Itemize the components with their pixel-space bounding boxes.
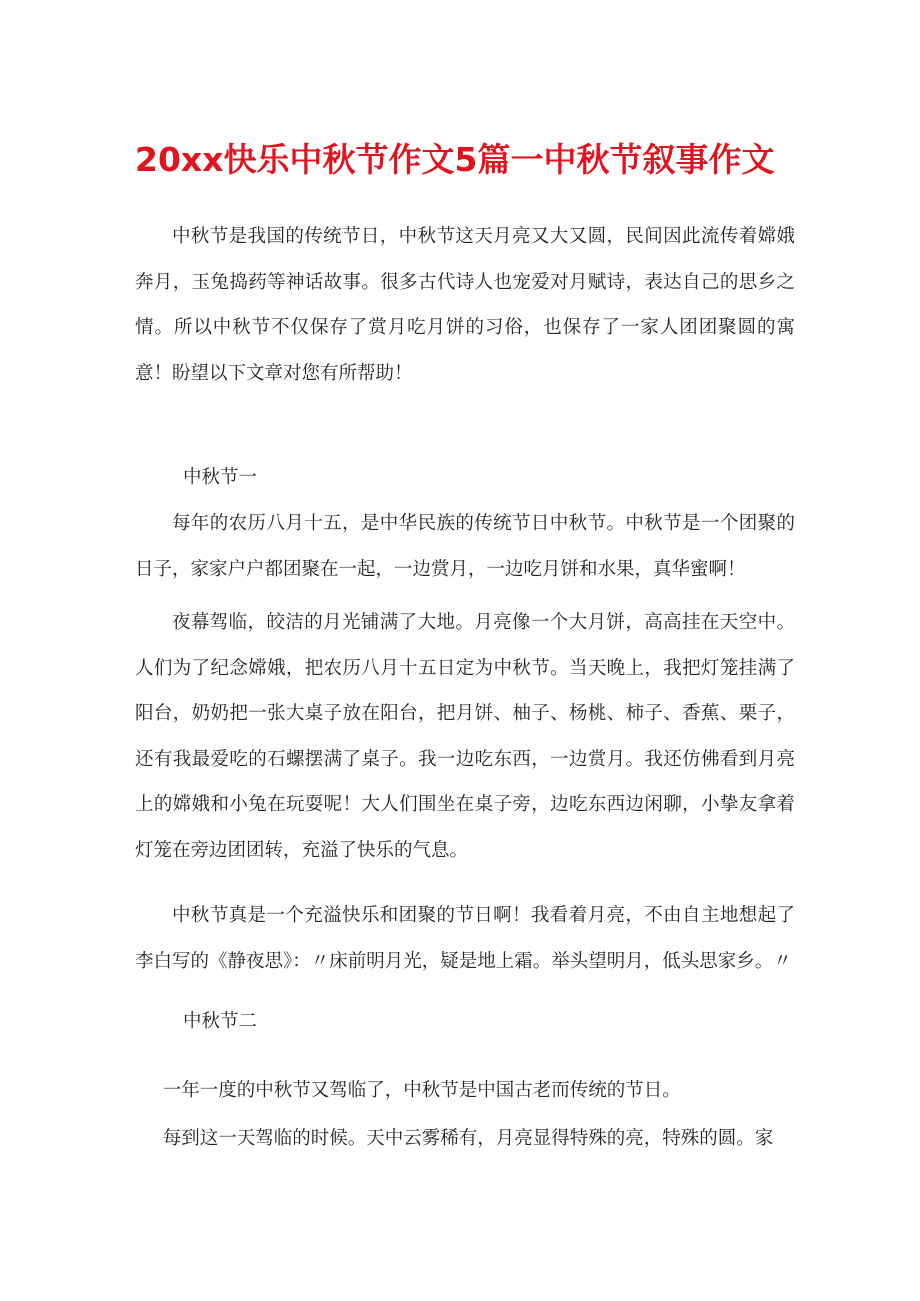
intro-paragraph: 中秋节是我国的传统节日，中秋节这天月亮又大又圆，民间因此流传着嫦娥奔月，玉兔捣药等神话故事。很多古代诗人也宠爱对月赋诗，表达自己的思乡之情。所以中秋节不仅保存了赏月吃月饼的习俗，也保存了一家人团团聚圆的寓意！盼望以下文章对您有所帮助！ [135,226,795,384]
section2-paragraph-1: 一年一度的中秋节又驾临了，中秋节是中国古老而传统的节日。 [162,1080,681,1101]
section-heading-2: 中秋节二 [183,1011,258,1032]
section1-paragraph-1: 每年的农历八月十五，是中华民族的传统节日中秋节。中秋节是一个团聚的日子，家家户户都团聚在一起，一边赏月，一边吃月饼和水果，真华蜜啊！ [135,513,795,580]
section2-paragraph-2: 每到这一天驾临的时候。天中云雾稀有，月亮显得特殊的亮，特殊的圆。家 [162,1128,774,1149]
document-title: 20xx快乐中秋节作文5篇一中秋节叙事作文 [135,140,775,179]
section1-paragraph-3: 中秋节真是一个充溢快乐和团聚的节日啊！我看着月亮，不由自主地想起了李白写的《静夜思》：〃床前明月光，疑是地上霜。举头望明月，低头思家乡。〃 [135,905,795,972]
section1-paragraph-2: 夜幕驾临，皎洁的月光铺满了大地。月亮像一个大月饼，高高挂在天空中。人们为了纪念嫦娥，把农历八月十五日定为中秋节。当天晚上，我把灯笼挂满了阳台，奶奶把一张大桌子放在阳台，把月饼、柚子、杨桃、柿子、香蕉、栗子，还有我最爱吃的石螺摆满了桌子。我一边吃东西，一边赏月。我还仿佛看到月亮上的嫦娥和小兔在玩耍呢！大人们围坐在桌子旁，边吃东西边闲聊，小挚友拿着灯笼在旁边团团转，充溢了快乐的气息。 [135,612,795,861]
section-heading-1: 中秋节一 [183,467,258,488]
